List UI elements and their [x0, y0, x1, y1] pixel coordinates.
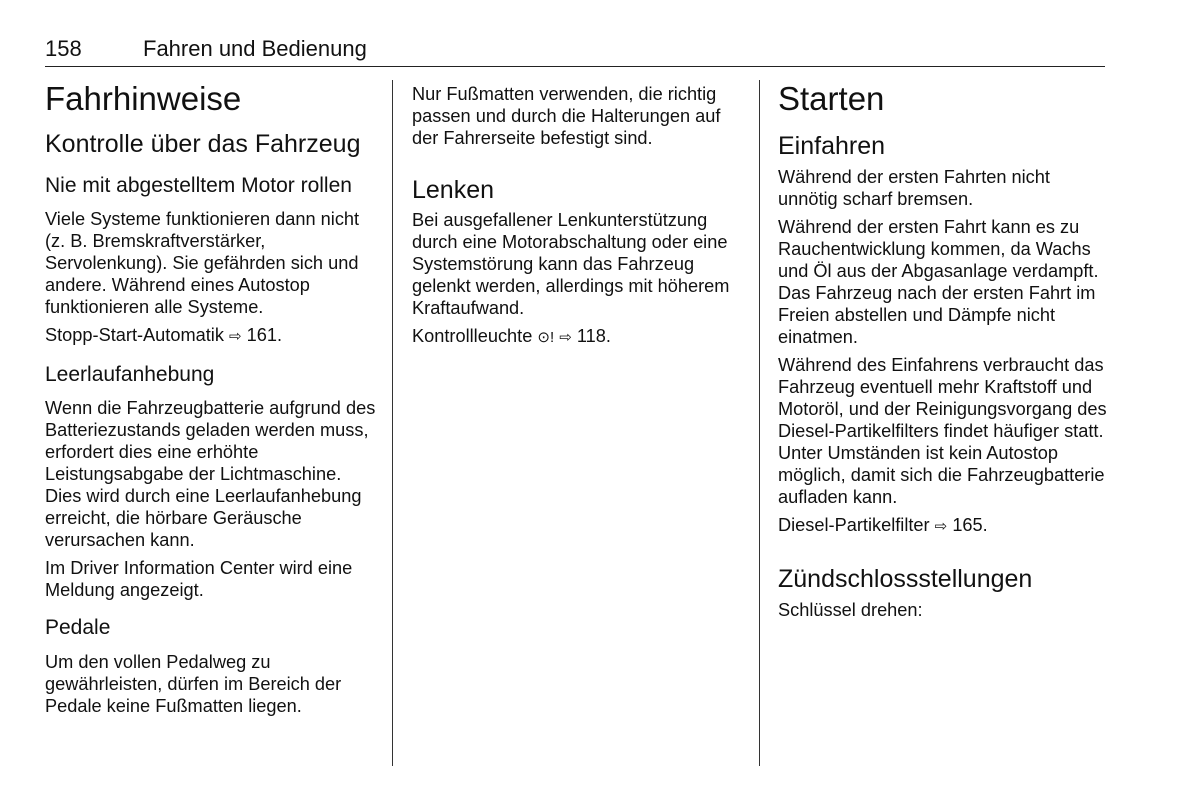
paragraph: Während der ersten Fahrt kann es zu Rauchentwicklung kommen, da Wachs und Öl aus der Abgasanlage verdampft. Das Fahrzeug nach der ersten Fahrt im Freien abstellen und Dämpfe nicht einatmen. [778, 217, 1099, 347]
subsection-title: Lenken [412, 176, 495, 204]
column-divider [392, 80, 393, 766]
subsection-title: Zündschlossstellungen [778, 565, 1033, 593]
topic-heading: Leerlaufanhebung [45, 363, 215, 386]
paragraph: Bei ausgefallener Lenkunterstützung durch eine Motorabschaltung oder eine Systemstörung kann das Fahrzeug gelenkt werden, allerdings mit höherem Kraftaufwand. [412, 210, 730, 318]
column-2 [412, 83, 742, 349]
subsection-title: Einfahren [778, 132, 886, 160]
column-3 [778, 78, 1108, 621]
reference-page: 165. [952, 515, 988, 535]
paragraph: Schlüssel drehen: [778, 600, 923, 620]
paragraph: Während des Einfahrens verbraucht das Fahrzeug eventuell mehr Kraftstoff und Motoröl, und der Reinigungsvorgang des Diesel-Partikelfilters findet häufiger statt. Unter Umständen ist kein Autostop möglich, damit sich die Fahrzeugbatterie aufladen kann. [778, 355, 1107, 507]
arrow-reference-icon: ⇨ [228, 328, 242, 345]
section-title: Fahrhinweise [45, 80, 242, 117]
reference-label: Diesel-Partikelfilter [778, 515, 930, 535]
paragraph: Um den vollen Pedalweg zu gewährleisten, dürfen im Bereich der Pedale keine Fußmatten liegen. [45, 652, 342, 716]
cross-reference[interactable] [778, 514, 1108, 538]
paragraph: Nur Fußmatten verwenden, die richtig passen und durch die Halterungen auf der Fahrerseite befestigt sind. [412, 84, 721, 148]
column-1 [45, 78, 380, 717]
reference-page: 161. [246, 325, 283, 345]
page-number: 158 [45, 36, 82, 61]
cross-reference[interactable] [412, 325, 742, 349]
paragraph: Viele Systeme funktionieren dann nicht (z. B. Bremskraftverstärker, Servolenkung). Sie gefährden sich und andere. Während eines Autostop funktionieren alle Systeme. [45, 209, 360, 317]
reference-label: Stopp-Start-Automatik [45, 325, 224, 345]
paragraph: Wenn die Fahrzeugbatterie aufgrund des Batteriezustands geladen werden muss, erfordert dies eine erhöhte Leistungsabgabe der Lichtmaschine. Dies wird durch eine Leerlaufanhebung erreicht, die hörbare Geräusche verursachen kann. [45, 398, 376, 550]
cross-reference[interactable] [45, 324, 380, 348]
paragraph: Im Driver Information Center wird eine Meldung angezeigt. [45, 558, 353, 600]
topic-heading: Pedale [45, 616, 111, 639]
steering-warning-icon: ⊙! [537, 329, 555, 346]
reference-page: 118. [576, 326, 611, 346]
subsection-title: Kontrolle über das Fahrzeug [45, 130, 361, 158]
page-header [45, 36, 1105, 67]
paragraph: Während der ersten Fahrten nicht unnötig scharf bremsen. [778, 167, 1050, 209]
section-title: Starten [778, 80, 885, 117]
topic-heading: Nie mit abgestelltem Motor rollen [45, 174, 352, 197]
arrow-reference-icon: ⇨ [934, 518, 948, 535]
column-divider [759, 80, 760, 766]
reference-label: Kontrollleuchte [412, 326, 533, 346]
arrow-reference-icon: ⇨ [559, 329, 572, 346]
chapter-title: Fahren und Bedienung [143, 36, 367, 61]
